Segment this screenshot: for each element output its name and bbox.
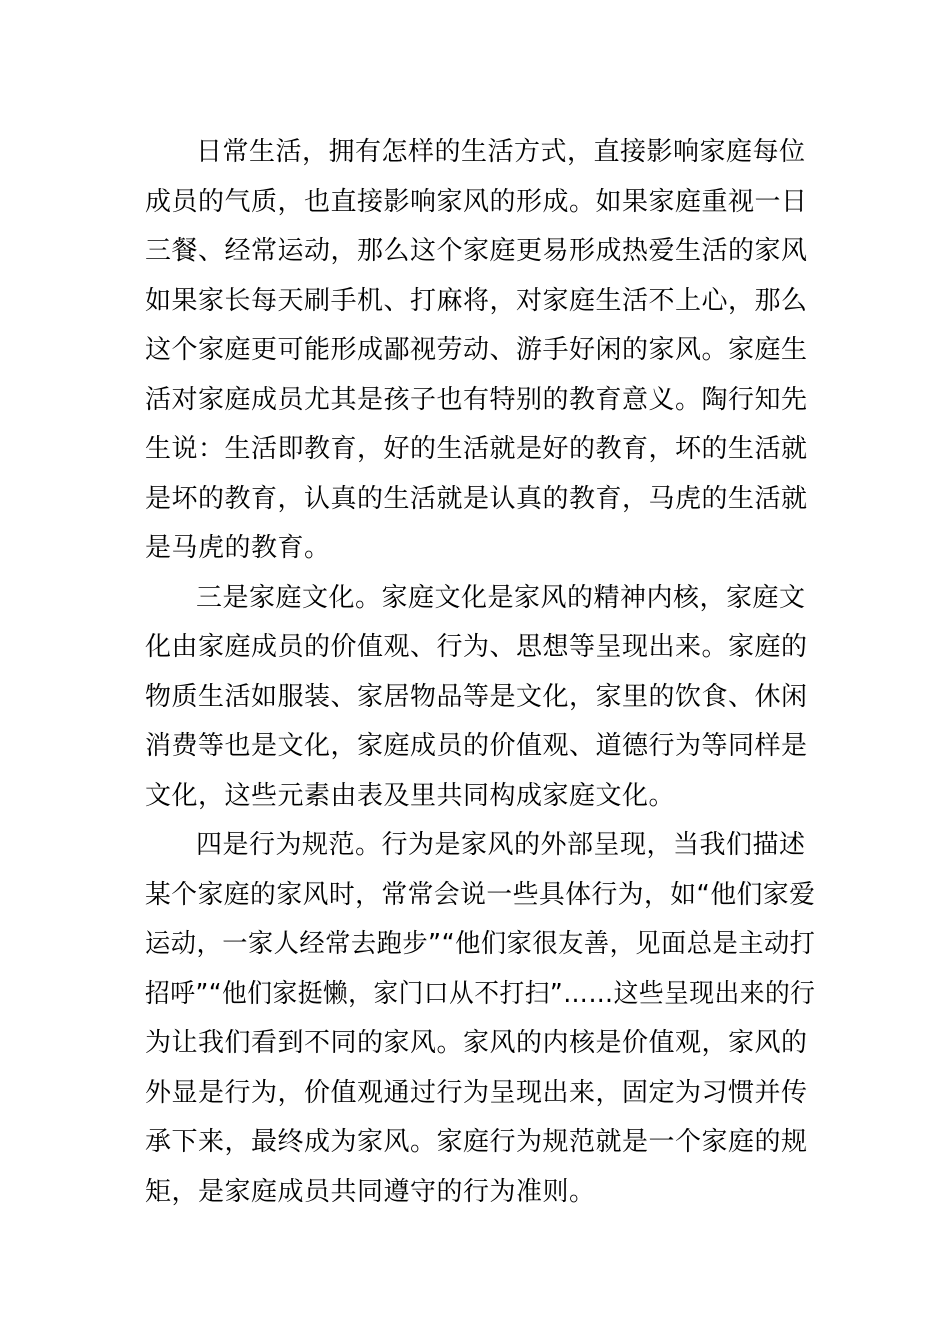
paragraph-line: 招呼”“他们家挺懒，家门口从不打扫”……这些呈现出来的行 (145, 979, 816, 1009)
paragraph-line: 活对家庭成员尤其是孩子也有特别的教育意义。陶行知先 (145, 385, 808, 415)
paragraph-line: 日常生活，拥有怎样的生活方式，直接影响家庭每位 (196, 137, 806, 167)
paragraph-line: 承下来，最终成为家风。家庭行为规范就是一个家庭的规 (145, 1127, 808, 1157)
paragraph-line: 某个家庭的家风时，常常会说一些具体行为，如“他们家爱 (145, 880, 816, 910)
paragraph-line: 这个家庭更可能形成鄙视劳动、游手好闲的家风。家庭生 (145, 335, 808, 365)
paragraph-line: 消费等也是文化，家庭成员的价值观、道德行为等同样是 (145, 731, 808, 761)
paragraph-line: 成员的气质，也直接影响家风的形成。如果家庭重视一日 (145, 187, 808, 217)
paragraph-line: 文化，这些元素由表及里共同构成家庭文化。 (145, 781, 676, 811)
paragraph-line: 是马虎的教育。 (145, 533, 331, 563)
paragraph-line: 四是行为规范。行为是家风的外部呈现，当我们描述 (196, 830, 806, 860)
paragraph-line: 三是家庭文化。家庭文化是家风的精神内核，家庭文 (196, 583, 806, 613)
paragraph-line: 运动，一家人经常去跑步”“他们家很友善，见面总是主动打 (145, 929, 816, 959)
paragraph-line: 化由家庭成员的价值观、行为、思想等呈现出来。家庭的 (145, 632, 808, 662)
paragraph-line: 为让我们看到不同的家风。家风的内核是价值观，家风的 (145, 1028, 808, 1058)
paragraph-line: 如果家长每天刷手机、打麻将，对家庭生活不上心，那么 (145, 286, 808, 316)
paragraph-line: 是坏的教育，认真的生活就是认真的教育，马虎的生活就 (145, 484, 808, 514)
paragraph-line: 外显是行为，价值观通过行为呈现出来，固定为习惯并传 (145, 1078, 808, 1108)
paragraph-line: 矩，是家庭成员共同遵守的行为准则。 (145, 1177, 596, 1207)
paragraph-line: 三餐、经常运动，那么这个家庭更易形成热爱生活的家风 (145, 236, 808, 266)
paragraph-line: 生说：生活即教育，好的生活就是好的教育，坏的生活就 (145, 434, 808, 464)
paragraph-line: 物质生活如服装、家居物品等是文化，家里的饮食、休闲 (145, 682, 808, 712)
